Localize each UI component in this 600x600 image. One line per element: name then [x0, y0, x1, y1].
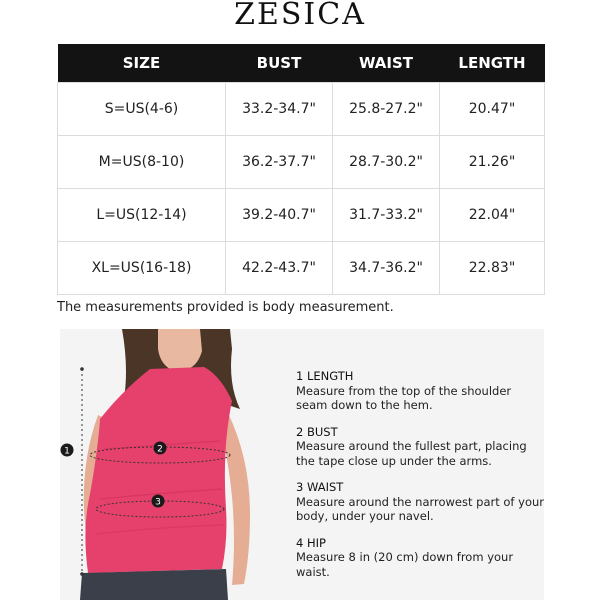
length-cell: 20.47"	[440, 83, 545, 136]
callout-length-title: 1 LENGTH	[296, 369, 354, 383]
brand-logo: ZESICA	[234, 0, 366, 32]
measurement-instructions	[296, 369, 546, 591]
table-row	[58, 189, 545, 242]
marker-1-label: 1	[64, 446, 70, 457]
callout-hip-text: Measure 8 in (20 cm) down from your waist.	[296, 550, 514, 579]
marker-3-waist	[152, 495, 165, 508]
callout-hip	[296, 536, 546, 580]
marker-3-label: 3	[155, 497, 161, 508]
callout-length-text: Measure from the top of the shoulder seam down to the hem.	[296, 383, 512, 412]
table-header-row	[58, 44, 545, 83]
model-illustration	[60, 329, 280, 600]
size-cell: L=US(12-14)	[58, 189, 226, 242]
waist-cell: 25.8-27.2"	[333, 83, 440, 136]
waist-cell: 31.7-33.2"	[333, 189, 440, 242]
length-cell: 21.26"	[440, 136, 545, 189]
header-bust: BUST	[226, 44, 333, 83]
header-length: LENGTH	[440, 44, 545, 83]
callout-waist-text: Measure around the narrowest part of your body, under your navel.	[296, 494, 544, 523]
length-cell: 22.83"	[440, 242, 545, 295]
table-row	[58, 242, 545, 295]
bust-cell: 39.2-40.7"	[226, 189, 333, 242]
callout-waist-title: 3 WAIST	[296, 480, 344, 494]
header-size: SIZE	[58, 44, 226, 83]
size-cell: XL=US(16-18)	[58, 242, 226, 295]
callout-bust	[296, 425, 546, 469]
bust-cell: 33.2-34.7"	[226, 83, 333, 136]
header-waist: WAIST	[333, 44, 440, 83]
callout-hip-title: 4 HIP	[296, 535, 326, 550]
size-cell: M=US(8-10)	[58, 136, 226, 189]
length-cell: 22.04"	[440, 189, 545, 242]
marker-2-bust	[154, 442, 167, 455]
callout-waist	[296, 480, 546, 524]
size-cell: S=US(4-6)	[58, 83, 226, 136]
measurement-note: The measurements provided is body measurement.	[57, 300, 394, 315]
marker-2-label: 2	[157, 444, 163, 455]
callout-length	[296, 369, 546, 413]
marker-1-length	[61, 444, 74, 457]
callout-bust-title: 2 BUST	[296, 424, 338, 439]
table-row	[58, 136, 545, 189]
callout-bust-text: Measure around the fullest part, placing the tape close up under the arms.	[296, 439, 527, 468]
size-chart-table	[57, 44, 545, 295]
bust-cell: 42.2-43.7"	[226, 242, 333, 295]
bust-cell: 36.2-37.7"	[226, 136, 333, 189]
table-row	[58, 83, 545, 136]
waist-cell: 28.7-30.2"	[333, 136, 440, 189]
waist-cell: 34.7-36.2"	[333, 242, 440, 295]
